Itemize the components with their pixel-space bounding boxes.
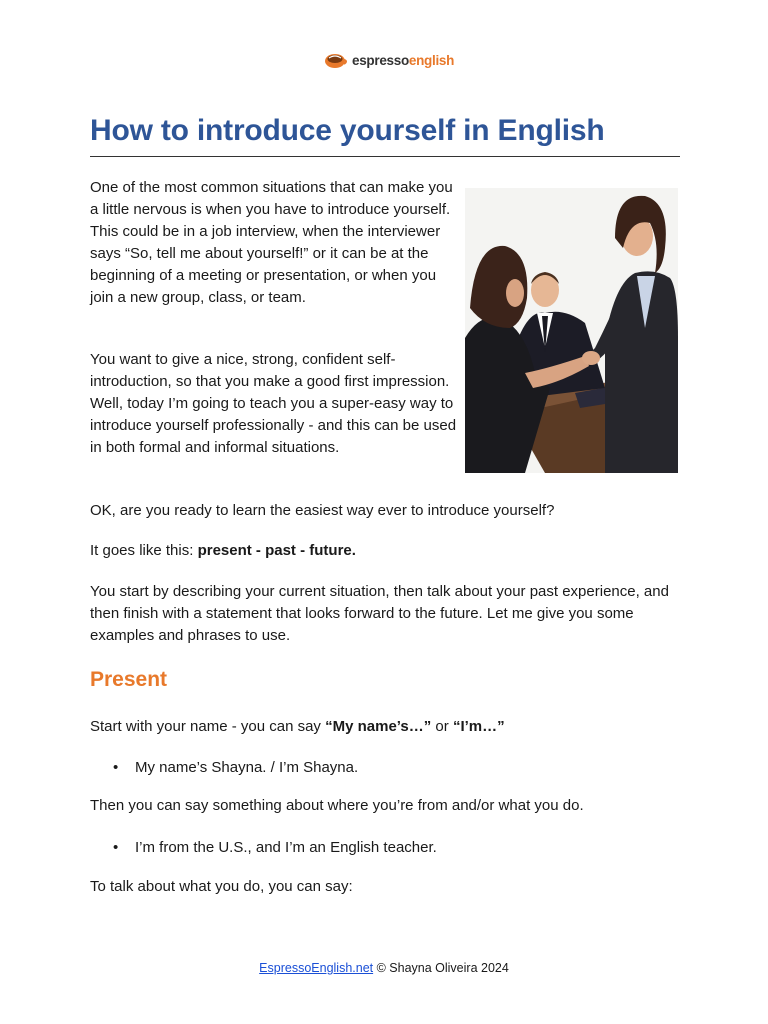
name-phrase-2: “I’m…”	[452, 718, 505, 735]
footer-link[interactable]: EspressoEnglish.net	[259, 961, 374, 975]
formula-bold: present - past - future.	[197, 542, 356, 559]
what-you-do-paragraph: To talk about what you do, you can say:	[90, 878, 353, 895]
espresso-english-logo	[324, 47, 454, 73]
intro-paragraph-1: One of the most common situations that can make you a little nervous is when you have to introduce yourself. This could be in a job interview, when the interviewer says “So, tell me about yourself!” or it can be at the beginning of a meeting or presentation, or when you join a new group, class, or team.	[90, 179, 453, 306]
origin-paragraph: Then you can say something about where you’re from and/or what you do.	[90, 797, 584, 814]
page-footer	[0, 958, 768, 978]
bullet-text: My name’s Shayna. / I’m Shayna.	[135, 759, 359, 776]
name-mid: or	[431, 718, 453, 735]
logo-espresso: espresso	[352, 52, 409, 68]
intro-paragraph-2: You want to give a nice, strong, confident self-introduction, so that you make a good first impression. Well, today I’m going to teach you a super-easy way to introduce yourself professionally - and this can be used in both formal and informal situations.	[90, 351, 457, 456]
bullet-item-name	[113, 757, 358, 779]
business-handshake-photo	[465, 188, 678, 473]
name-prefix: Start with your name - you can say	[90, 718, 326, 735]
name-paragraph	[90, 716, 678, 738]
coffee-cup-icon	[324, 49, 348, 71]
formula-prefix: It goes like this:	[90, 542, 198, 559]
bullet-glyph: •	[113, 759, 119, 776]
explanation-paragraph: You start by describing your current situation, then talk about your past experience, and then finish with a statement that looks forward to the future. Let me give you some examples and phrases to use.	[90, 583, 669, 644]
bullet-glyph: •	[113, 839, 119, 856]
name-phrase-1: “My name’s…”	[325, 718, 432, 735]
bullet-text: I’m from the U.S., and I’m an English teacher.	[135, 839, 437, 856]
ready-paragraph: OK, are you ready to learn the easiest way ever to introduce yourself?	[90, 502, 555, 519]
formula-paragraph	[90, 540, 678, 562]
present-heading: Present	[90, 668, 168, 691]
bullet-item-origin	[113, 837, 437, 859]
footer-copyright: © Shayna Oliveira 2024	[373, 961, 509, 975]
logo-english: english	[408, 52, 455, 68]
page-title: How to introduce yourself in English	[90, 108, 680, 157]
logo-text	[352, 53, 454, 68]
